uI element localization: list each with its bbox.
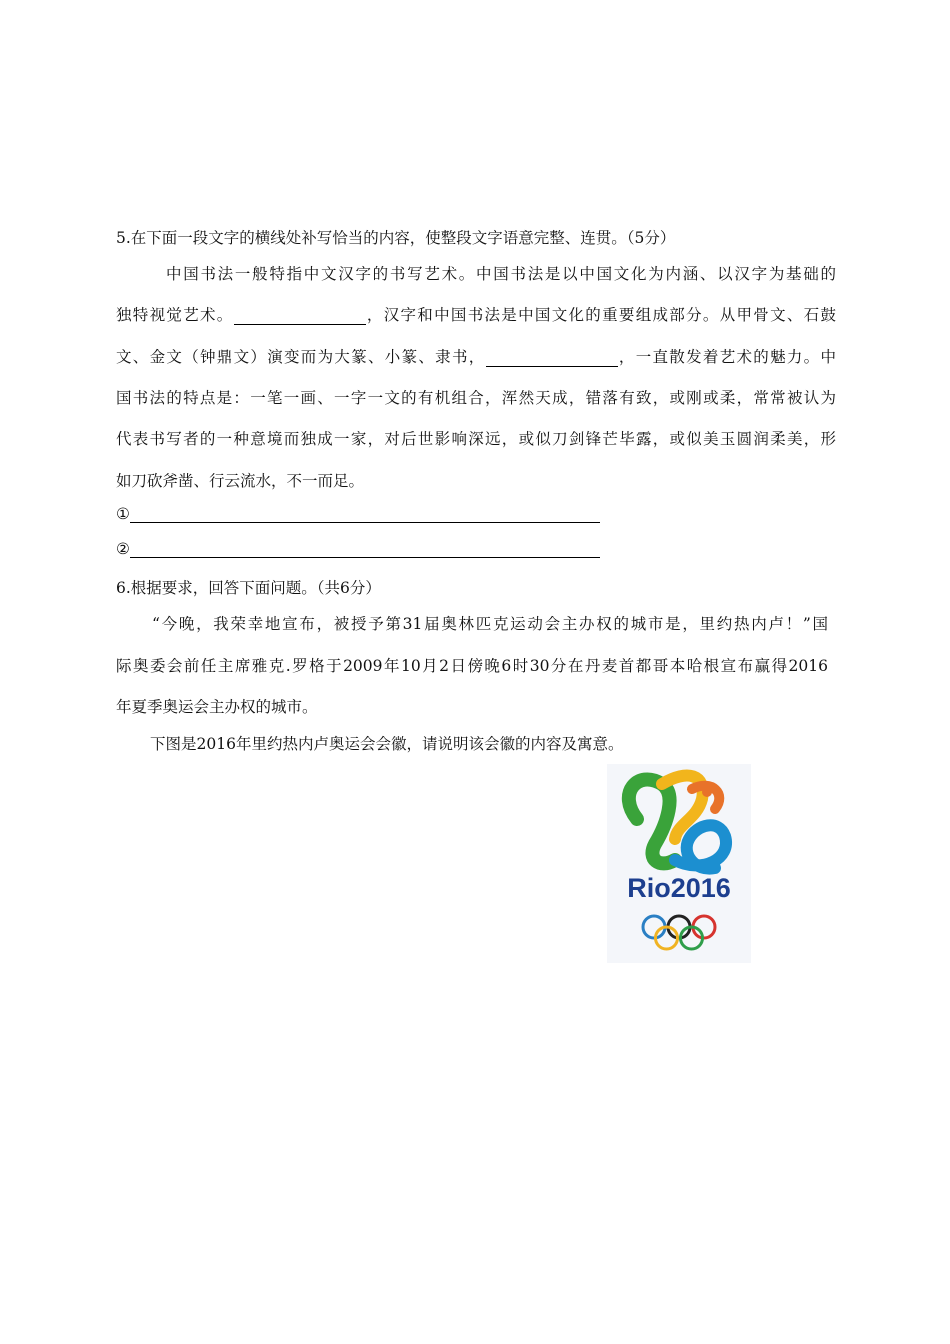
rio-2016-emblem-image (607, 764, 751, 963)
answer-rule-2[interactable] (130, 541, 600, 558)
fill-blank-2[interactable] (486, 348, 618, 367)
fill-blank-1[interactable] (234, 306, 366, 325)
answer-line-1[interactable] (116, 505, 600, 523)
olympic-rings-icon (643, 916, 715, 949)
q5-title: 5.在下面一段文字的横线处补写恰当的内容，使整段文字语意完整、连贯。（5分） (116, 229, 676, 247)
answer-rule-1[interactable] (130, 506, 600, 523)
q5-line3-text-a: 文、金文（钟鼎文）演变而为大篆、小篆、隶书， (116, 348, 486, 366)
answer-marker-1: ① (116, 505, 130, 523)
q5-line3-text-b: ，一直散发着艺术的魅力。中 (617, 348, 836, 366)
rio-2016-emblem-svg (607, 764, 751, 963)
emblem-green-ribbon (629, 779, 675, 863)
q6-paragraph-line-3: 年夏季奥运会主办权的城市。 (116, 698, 318, 716)
emblem-head-dot (702, 787, 712, 797)
q5-line2-text-b: ，汉字和中国书法是中国文化的重要组成部分。从甲骨文、石鼓 (365, 306, 836, 324)
answer-marker-2: ② (116, 540, 130, 558)
q5-paragraph-line-6: 如刀砍斧凿、行云流水，不一而足。 (116, 472, 365, 490)
q5-paragraph-line-3 (116, 345, 836, 367)
q5-paragraph-line-1: 中国书法一般特指中文汉字的书写艺术。中国书法是以中国文化为内涵、以汉字为基础的 (166, 265, 836, 283)
q6-paragraph-line-1: “今晚，我荣幸地宣布，被授予第31届奥林匹克运动会主办权的城市是，里约热内卢！”国 (152, 615, 828, 633)
emblem-wordmark: Rio2016 (627, 873, 731, 903)
q6-paragraph-line-4: 下图是2016年里约热内卢奥运会会徽，请说明该会徽的内容及寓意。 (150, 735, 624, 753)
q5-paragraph-line-5: 代表书写者的一种意境而独成一家，对后世影响深远，或似刀剑锋芒毕露，或似美玉圆润柔美，形 (116, 430, 836, 448)
q5-paragraph-line-4: 国书法的特点是：一笔一画、一字一文的有机组合，浑然天成，错落有致，或刚或柔，常常被认为 (116, 389, 836, 407)
answer-line-2[interactable] (116, 540, 600, 558)
q6-title: 6.根据要求，回答下面问题。（共6分） (116, 579, 381, 597)
q6-paragraph-line-2: 际奥委会前任主席雅克.罗格于2009年10月2日傍晚6时30分在丹麦首都哥本哈根宣布赢得2016 (116, 657, 828, 675)
q5-line2-text-a: 独特视觉艺术。 (116, 306, 234, 324)
q5-paragraph-line-2 (116, 303, 836, 325)
